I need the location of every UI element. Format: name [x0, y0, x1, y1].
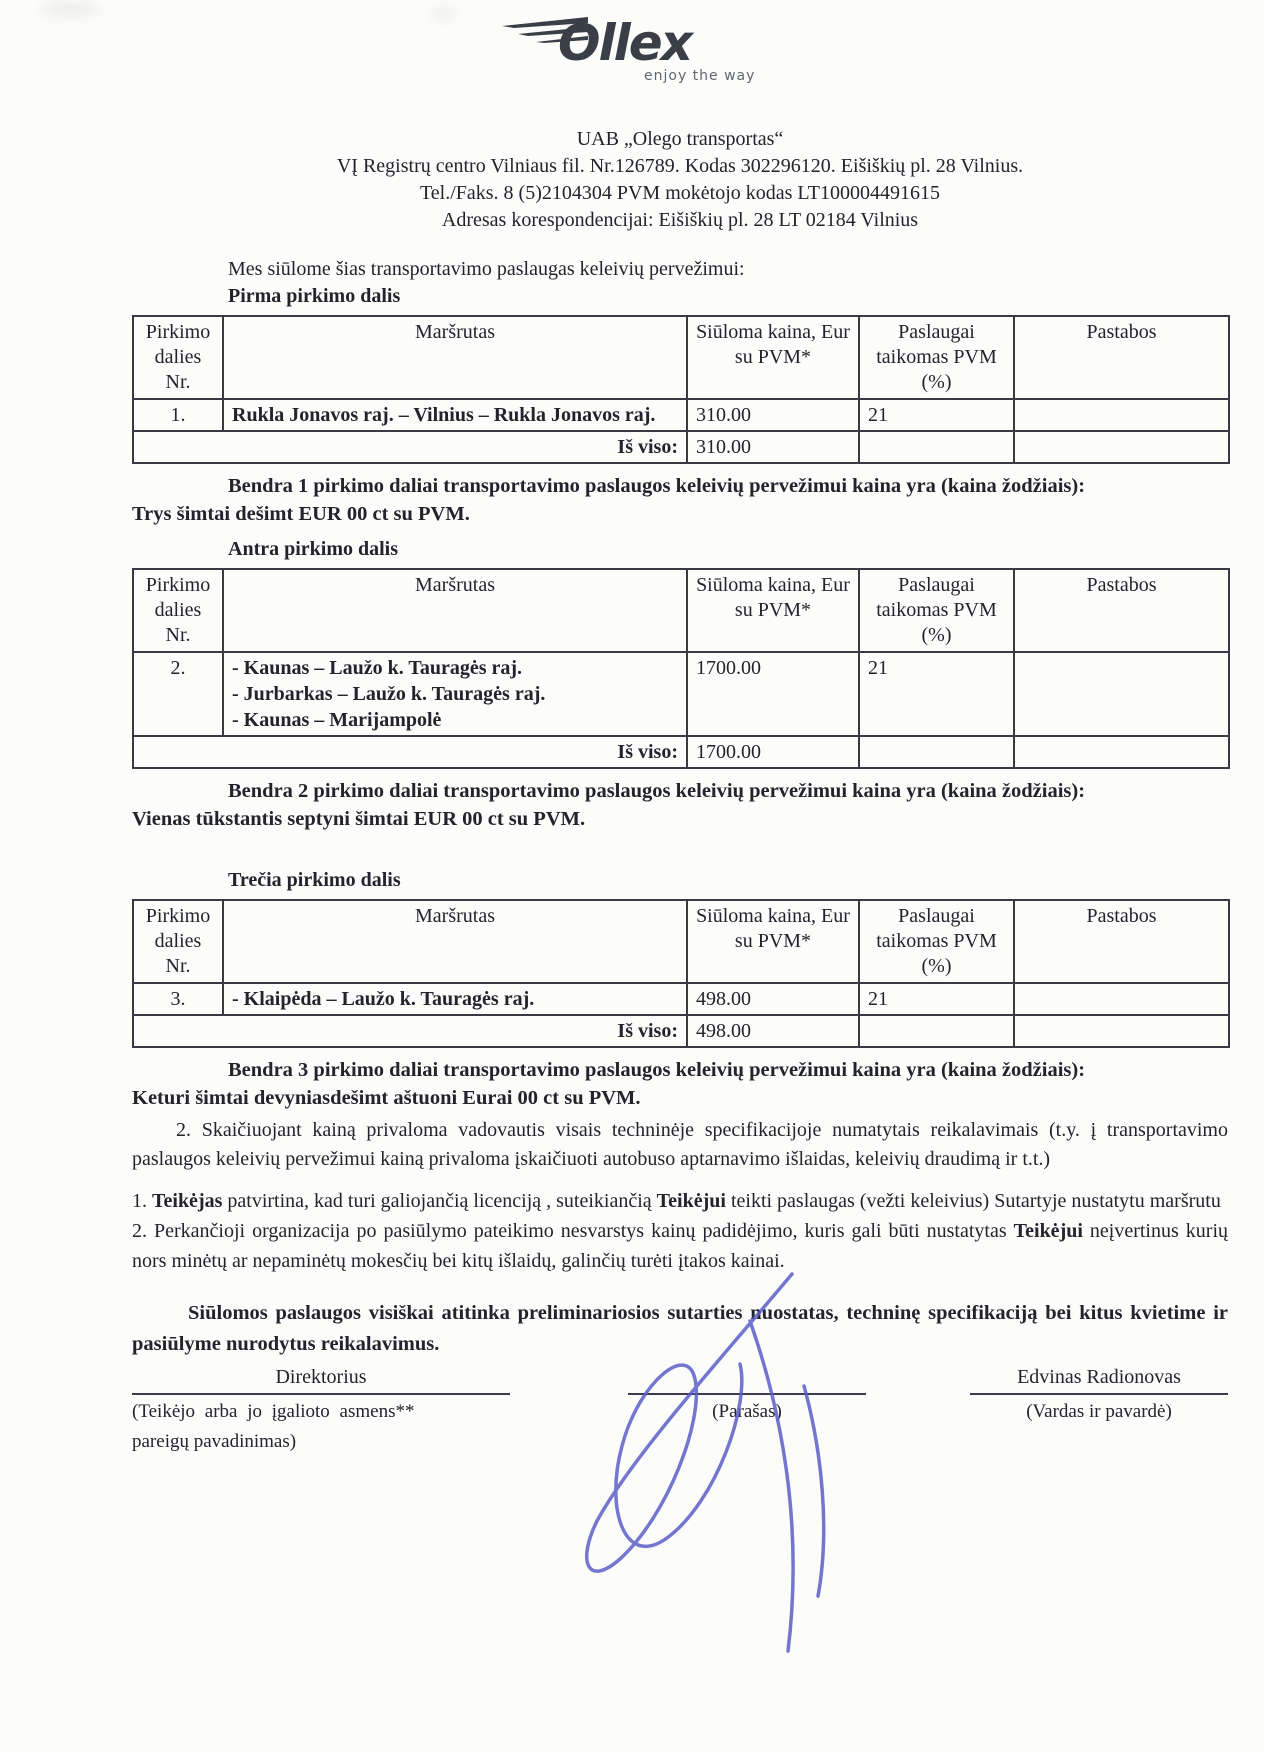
- total-label-cell: Iš viso:: [133, 431, 687, 463]
- summary-1: Bendra 1 pirkimo daliai transportavimo paslaugos keleivių pervežimui kaina yra (kaina žodžiais):: [228, 475, 1086, 497]
- clause-2-text: 2. Perkančioji organizacija po pasiūlymo pateikimo nesvarstys kainų padidėjimo, kuris gali būti nustatytas: [132, 1220, 1014, 1242]
- signature-parasas-column: [628, 1364, 866, 1455]
- signature-space: [628, 1364, 866, 1395]
- price-cell: 310.00: [687, 399, 859, 431]
- header-cell-route: Maršrutas: [223, 316, 687, 399]
- header-cell-route: Maršrutas: [223, 900, 687, 983]
- table-header-row: [133, 900, 1229, 983]
- notes-cell: [1014, 431, 1229, 463]
- table-row: [133, 399, 1229, 431]
- notes-cell: [1014, 652, 1229, 736]
- table-header-row: [133, 316, 1229, 399]
- table-row: [133, 983, 1229, 1015]
- pricing-table-2: [132, 568, 1230, 769]
- clause-1-bold-teikejas: Teikėjas: [152, 1190, 223, 1212]
- vat-cell: 21: [859, 399, 1014, 431]
- clause-1-bold-teikejui: Teikėjui: [656, 1190, 726, 1212]
- header-cell-notes: Pastabos: [1014, 569, 1229, 652]
- pricing-table-1: [132, 315, 1230, 464]
- route-cell: [223, 652, 687, 736]
- total-value-cell: 310.00: [687, 431, 859, 463]
- header-cell-route: Maršrutas: [223, 569, 687, 652]
- company-registry-line: VĮ Registrų centro Vilniaus fil. Nr.126789. Kodas 302296120. Eišiškių pl. 28 Vilnius.: [336, 155, 1024, 177]
- clause-1: [132, 1186, 1228, 1216]
- vat-cell: 21: [859, 652, 1014, 736]
- closing-statement: Siūlomos paslaugos visiškai atitinka preliminariosios sutarties nuostatas, techninę specifikaciją bei kitus kvietime ir pasiūlyme nurodytus reikalavimus.: [132, 1302, 1228, 1355]
- header-cell-vat: Paslaugai taikomas PVM (%): [859, 316, 1014, 399]
- table-header-row: [133, 569, 1229, 652]
- spacer: [132, 833, 1228, 867]
- header-cell-notes: Pastabos: [1014, 900, 1229, 983]
- nr-cell: 3.: [133, 983, 223, 1015]
- company-name: UAB „Olego transportas“: [576, 128, 784, 150]
- table-total-row: [133, 736, 1229, 768]
- company-header: [132, 126, 1228, 234]
- vat-cell: 21: [859, 983, 1014, 1015]
- route-cell: [223, 399, 687, 431]
- nr-cell: 2.: [133, 652, 223, 736]
- price-cell: 498.00: [687, 983, 859, 1015]
- table-total-row: [133, 431, 1229, 463]
- parasas-label: (Parašas): [712, 1401, 782, 1422]
- calculation-note: 2. Skaičiuojant kainą privaloma vadovautis visais techninėje specifikacijoje numatytais reikalavimais (t.y. į transportavimo paslaugos keleivių pervežimui kainą privaloma įskaičiuoti autobuso aptarnavimo išlaidas, keleivių draudimą ir t.t.): [132, 1119, 1228, 1170]
- total-label-cell: Iš viso:: [133, 736, 687, 768]
- section-title-3: Trečia pirkimo dalis: [228, 869, 401, 891]
- intro-line: Mes siūlome šias transportavimo paslaugas keleivių pervežimui:: [228, 258, 745, 280]
- ollex-logo: [492, 4, 772, 94]
- signature-position-column: [132, 1364, 510, 1455]
- route-text: - Kaunas – Marijampolė: [232, 709, 442, 731]
- vat-cell: [859, 736, 1014, 768]
- table-row: [133, 652, 1229, 736]
- vat-cell: [859, 431, 1014, 463]
- price-cell: 1700.00: [687, 652, 859, 736]
- clause-2-text: neįvertinus kurių nors minėtų ar nepaminėtų mokesčių bei kitų išlaidų, galinčių turėti įtakos kainai.: [132, 1220, 1228, 1272]
- summary-3: Bendra 3 pirkimo daliai transportavimo paslaugos keleivių pervežimui kaina yra (kaina žodžiais):: [228, 1059, 1086, 1081]
- clause-1-num: 1.: [132, 1190, 152, 1212]
- logo-graphic: [496, 4, 768, 88]
- notes-cell: [1014, 983, 1229, 1015]
- amount-words-1: Trys šimtai dešimt EUR 00 ct su PVM.: [132, 503, 470, 525]
- summary-2: Bendra 2 pirkimo daliai transportavimo paslaugos keleivių pervežimui kaina yra (kaina žodžiais):: [228, 780, 1086, 802]
- position-title: Direktorius: [132, 1364, 510, 1395]
- route-text: - Klaipėda – Laužo k. Tauragės raj.: [232, 988, 535, 1010]
- header-cell-vat: Paslaugai taikomas PVM (%): [859, 569, 1014, 652]
- clause-2-bold-teikejui: Teikėjui: [1013, 1220, 1083, 1242]
- logo-tagline: enjoy the way: [644, 68, 756, 84]
- amount-words-2: Vienas tūkstantis septyni šimtai EUR 00 ct su PVM.: [132, 808, 586, 830]
- header-cell-nr: Pirkimo dalies Nr.: [133, 316, 223, 399]
- total-label-cell: Iš viso:: [133, 1015, 687, 1047]
- clause-2: [132, 1216, 1228, 1276]
- company-address-line: Adresas korespondencijai: Eišiškių pl. 28 LT 02184 Vilnius: [441, 209, 919, 231]
- logo-wordmark: Ollex: [558, 14, 691, 72]
- route-cell: [223, 983, 687, 1015]
- name-label: (Vardas ir pavardė): [1026, 1401, 1172, 1422]
- scan-artifact: [40, 2, 100, 16]
- section-title-1: Pirma pirkimo dalis: [228, 285, 401, 307]
- header-cell-price: Siūloma kaina, Eur su PVM*: [687, 316, 859, 399]
- notes-cell: [1014, 736, 1229, 768]
- header-cell-vat: Paslaugai taikomas PVM (%): [859, 900, 1014, 983]
- route-text: Rukla Jonavos raj. – Vilnius – Rukla Jonavos raj.: [232, 404, 656, 426]
- header-cell-price: Siūloma kaina, Eur su PVM*: [687, 569, 859, 652]
- pricing-table-3: [132, 899, 1230, 1048]
- vat-cell: [859, 1015, 1014, 1047]
- total-value-cell: 1700.00: [687, 736, 859, 768]
- scan-artifact: [430, 8, 456, 18]
- header-cell-nr: Pirkimo dalies Nr.: [133, 900, 223, 983]
- header-cell-nr: Pirkimo dalies Nr.: [133, 569, 223, 652]
- document-content: [0, 94, 1264, 1455]
- section-title-2: Antra pirkimo dalis: [228, 538, 399, 560]
- signer-name: Edvinas Radionovas: [970, 1364, 1228, 1395]
- route-text: - Kaunas – Laužo k. Tauragės raj.: [232, 657, 523, 679]
- nr-cell: 1.: [133, 399, 223, 431]
- clause-1-text: patvirtina, kad turi galiojančią licenciją , suteikiančią: [222, 1190, 657, 1212]
- position-note-line1: (Teikėjo arba jo įgalioto asmens**: [132, 1401, 415, 1422]
- route-text: - Jurbarkas – Laužo k. Tauragės raj.: [232, 683, 546, 705]
- notes-cell: [1014, 399, 1229, 431]
- company-contact-line: Tel./Faks. 8 (5)2104304 PVM mokėtojo kodas LT100004491615: [419, 182, 941, 204]
- table-total-row: [133, 1015, 1229, 1047]
- header-cell-notes: Pastabos: [1014, 316, 1229, 399]
- total-value-cell: 498.00: [687, 1015, 859, 1047]
- header-cell-price: Siūloma kaina, Eur su PVM*: [687, 900, 859, 983]
- signature-block: [132, 1364, 1228, 1455]
- position-note-line2: pareigų pavadinimas): [132, 1431, 297, 1452]
- signature-name-column: [970, 1364, 1228, 1455]
- notes-cell: [1014, 1015, 1229, 1047]
- amount-words-3: Keturi šimtai devyniasdešimt aštuoni Eurai 00 ct su PVM.: [132, 1087, 641, 1109]
- clause-1-text: teikti paslaugas (vežti keleivius) Sutartyje nustatytu maršrutu: [725, 1190, 1221, 1212]
